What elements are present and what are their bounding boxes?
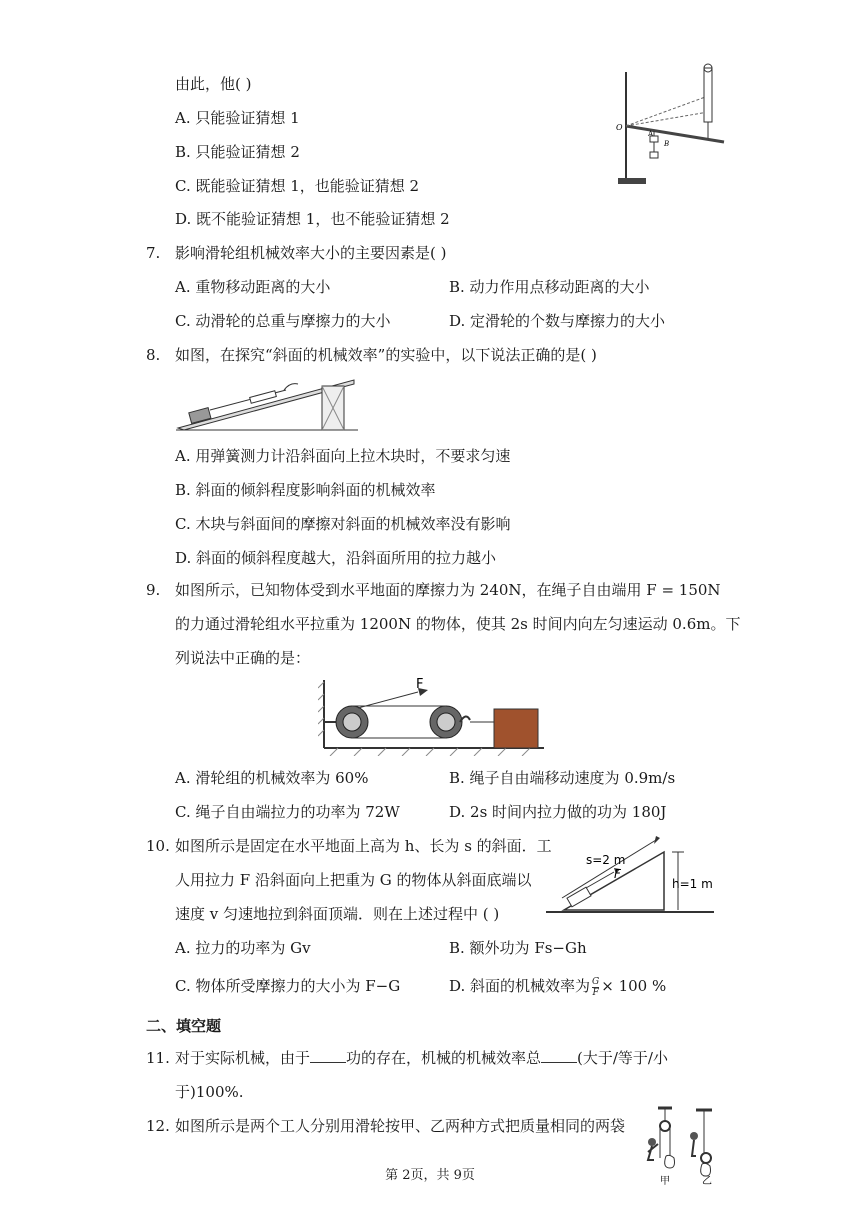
- q9-fig-label-f: F: [416, 677, 424, 692]
- q9-option-c[interactable]: C. 绳子自由端拉力的功率为 72W: [175, 803, 400, 821]
- q6-option-c[interactable]: C. 既能验证猜想 1，也能验证猜想 2: [175, 177, 420, 195]
- page-footer: 第 2页，共 9页: [385, 1168, 475, 1183]
- q6-fig-label-a: A: [648, 130, 654, 138]
- q12-number: 12.: [146, 1117, 170, 1135]
- q8-stem: 如图，在探究“斜面的机械效率”的实验中，以下说法正确的是( ): [175, 346, 597, 364]
- q8-number: 8.: [146, 346, 161, 364]
- q10-stem-line3: 速度 v 匀速地拉到斜面顶端．则在上述过程中 ( ): [175, 905, 500, 923]
- q10-option-a[interactable]: A. 拉力的功率为 Gv: [175, 939, 311, 957]
- q10-option-b[interactable]: B. 额外功为 Fs−Gh: [449, 939, 587, 957]
- q8-option-d[interactable]: D. 斜面的倾斜程度越大，沿斜面所用的拉力越小: [175, 549, 497, 567]
- q6-stem-tail: 由此，他( ): [175, 75, 252, 93]
- q9-stem-line2: 的力通过滑轮组水平拉重为 1200N 的物体，使其 2s 时间内向左匀速运动 0.6m。下: [175, 615, 741, 633]
- q7-number: 7.: [146, 244, 161, 262]
- q9-option-d[interactable]: D. 2s 时间内拉力做的功为 180J: [449, 803, 667, 821]
- q6-option-a[interactable]: A. 只能验证猜想 1: [175, 109, 300, 127]
- q11-blank-1[interactable]: [310, 1048, 346, 1063]
- q7-stem: 影响滑轮组机械效率大小的主要因素是( ): [175, 244, 447, 262]
- q6-fig-label-b: B: [664, 140, 670, 148]
- q9-pulley-figure: [318, 676, 544, 756]
- q12-stem: 如图所示是两个工人分别用滑轮按甲、乙两种方式把质量相同的两袋: [175, 1117, 626, 1135]
- q10-fig-label-f: F: [614, 867, 621, 881]
- q8-option-c[interactable]: C. 木块与斜面间的摩擦对斜面的机械效率没有影响: [175, 515, 511, 533]
- q10-fraction-num: G: [592, 976, 600, 987]
- q10-fraction: [592, 977, 599, 998]
- q9-option-a[interactable]: A. 滑轮组的机械效率为 60%: [175, 769, 369, 787]
- q10-option-d-text: D. 斜面的机械效率为: [449, 977, 591, 995]
- q7-option-d[interactable]: D. 定滑轮的个数与摩擦力的大小: [449, 312, 666, 330]
- q11-text-a: 对于实际机械，由于: [175, 1049, 311, 1067]
- q10-option-d[interactable]: [449, 976, 666, 998]
- q6-option-d[interactable]: D. 既不能验证猜想 1，也不能验证猜想 2: [175, 210, 450, 228]
- q11-text-b: 功的存在，机械的机械效率总: [346, 1049, 542, 1067]
- q7-option-a[interactable]: A. 重物移动距离的大小: [175, 278, 331, 296]
- q10-stem-line1: 如图所示是固定在水平地面上高为 h、长为 s 的斜面．工: [175, 837, 552, 855]
- q12-fig-label-jia: 甲: [660, 1176, 670, 1187]
- q11-line2: 于)100%.: [175, 1083, 244, 1101]
- q8-option-a[interactable]: A. 用弹簧测力计沿斜面向上拉木块时，不要求匀速: [175, 447, 511, 465]
- q11-text-c: (大于/等于/小: [577, 1049, 668, 1067]
- q10-option-c[interactable]: C. 物体所受摩擦力的大小为 F−G: [175, 977, 401, 995]
- q6-fig-label-o: O: [616, 123, 623, 132]
- q11-line1: [175, 1048, 668, 1068]
- q8-option-b[interactable]: B. 斜面的倾斜程度影响斜面的机械效率: [175, 481, 436, 499]
- section-title-fill-blank: 二、填空题: [146, 1017, 222, 1035]
- q6-lever-figure: [612, 62, 732, 190]
- q6-option-b[interactable]: B. 只能验证猜想 2: [175, 143, 300, 161]
- q10-fraction-den: F: [592, 987, 599, 998]
- q11-blank-2[interactable]: [541, 1048, 577, 1063]
- q10-fig-label-s: s=2 m: [586, 853, 626, 867]
- q7-option-b[interactable]: B. 动力作用点移动距离的大小: [449, 278, 650, 296]
- q11-number: 11.: [146, 1049, 170, 1067]
- q7-option-c[interactable]: C. 动滑轮的总重与摩擦力的大小: [175, 312, 391, 330]
- q10-stem-line2: 人用拉力 F 沿斜面向上把重为 G 的物体从斜面底端以: [175, 871, 532, 889]
- q10-option-d-tail: × 100 %: [601, 977, 667, 995]
- q10-incline-figure: [542, 828, 718, 920]
- q9-stem-line1: 如图所示，已知物体受到水平地面的摩擦力为 240N，在绳子自由端用 F = 150N: [175, 581, 721, 599]
- q9-option-b[interactable]: B. 绳子自由端移动速度为 0.9m/s: [449, 769, 676, 787]
- q8-incline-figure: [176, 372, 358, 434]
- q9-stem-line3: 列说法中正确的是：: [175, 649, 311, 667]
- q10-fig-label-h: h=1 m: [672, 877, 713, 891]
- q9-number: 9.: [146, 581, 161, 599]
- q10-number: 10.: [146, 837, 170, 855]
- q12-fig-label-yi: 乙: [702, 1176, 712, 1187]
